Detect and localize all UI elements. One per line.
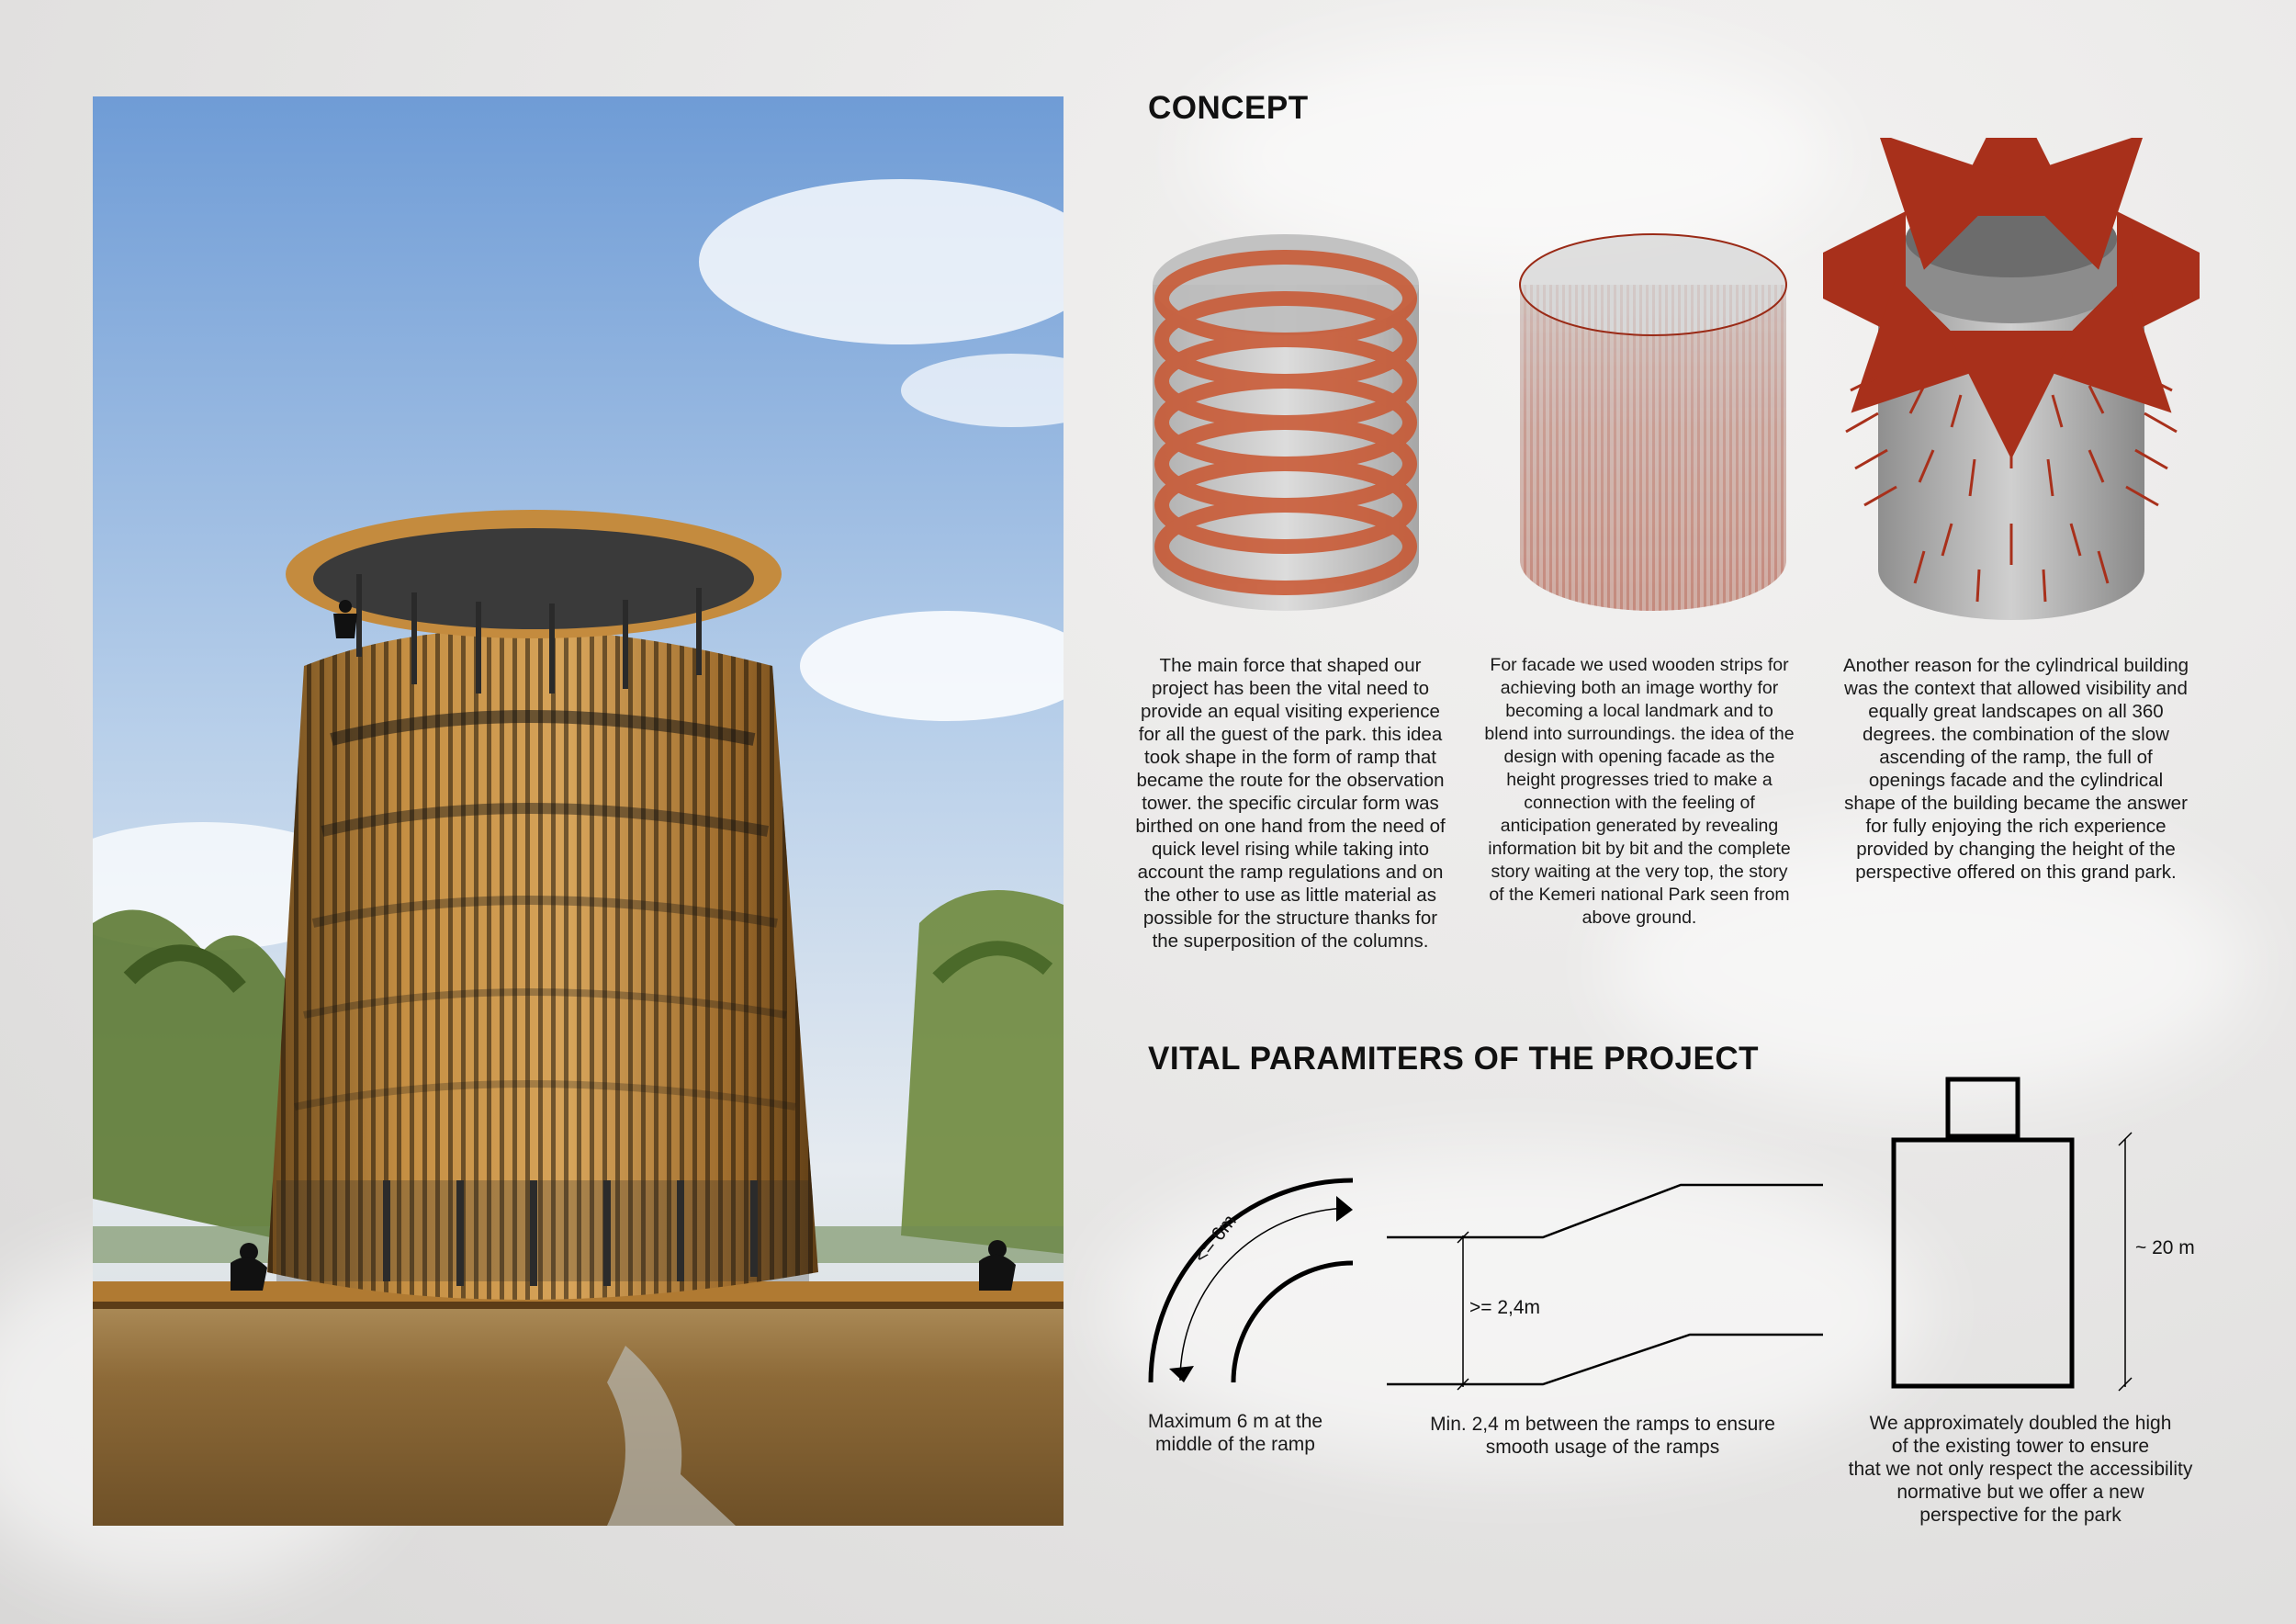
tower-render — [93, 96, 1064, 1526]
parameters-heading: VITAL PARAMITERS OF THE PROJECT — [1148, 1041, 1759, 1077]
parameter-diagram-height — [1887, 1075, 2144, 1392]
parameter-diagram-ramp-width — [1143, 1171, 1355, 1392]
tower-height-icon — [1887, 1075, 2144, 1392]
caption-height: We approximately doubled the high of the existing tower to ensure that we not only respect the accessibility normative but we offer a new perspective for the park — [1848, 1413, 2193, 1526]
clearance-label: >= 2,4m — [1469, 1297, 1541, 1318]
tower-render-illustration — [93, 96, 1064, 1526]
ramp-arc-icon — [1143, 1171, 1355, 1392]
radiating-view-cylinder-icon — [1823, 138, 2200, 634]
concept-diagram-facade — [1511, 230, 1795, 625]
parameter-diagram-clearance — [1382, 1180, 1823, 1392]
ramp-clearance-icon — [1382, 1180, 1823, 1392]
concept-text-ramp: The main force that shaped our project has been the vital need to provide an equal visiting experience for all the guest of the park. this idea took shape in the form of ramp that became the route for the observation tower. the specific circular form was birthed on one hand from the need of quick level rising while taking into account the ramp regulations and on the other to use as little material as possible for the structure thanks for the superposition of the columns. — [1135, 655, 1446, 952]
concept-text-views: Another reason for the cylindrical building was the context that allowed visibility and equally great landscapes on all 360 degrees. the combination of the slow ascending of the ramp, the full of openings facade and the cylindrical shape of the building became the answer for fully enjoying the rich experience provided by changing the height of the perspective offered on this grand park. — [1842, 655, 2189, 883]
height-label: ~ 20 m — [2135, 1237, 2195, 1258]
ramp-width-label: <= 6m — [1190, 1211, 1241, 1268]
concept-diagram-ramp — [1143, 230, 1428, 625]
caption-ramp-width: Maximum 6 m at the middle of the ramp — [1147, 1411, 1323, 1455]
concept-text-facade: For facade we used wooden strips for achieving both an image worthy for becoming a local landmark and to blend into surroundings. the idea of the design with opening facade as the height progresses tried to make a connection with the feeling of anticipation generated by revealing information bit by bit and the complete story waiting at the very top, the story of the Kemeri national Park seen from above ground. — [1484, 655, 1795, 928]
slatted-facade-cylinder-icon — [1511, 230, 1795, 625]
caption-clearance: Min. 2,4 m between the ramps to ensure smooth usage of the ramps — [1430, 1414, 1775, 1458]
spiral-ramp-cylinder-icon — [1143, 230, 1428, 625]
concept-diagram-views — [1823, 138, 2200, 634]
concept-heading: CONCEPT — [1148, 90, 1309, 126]
